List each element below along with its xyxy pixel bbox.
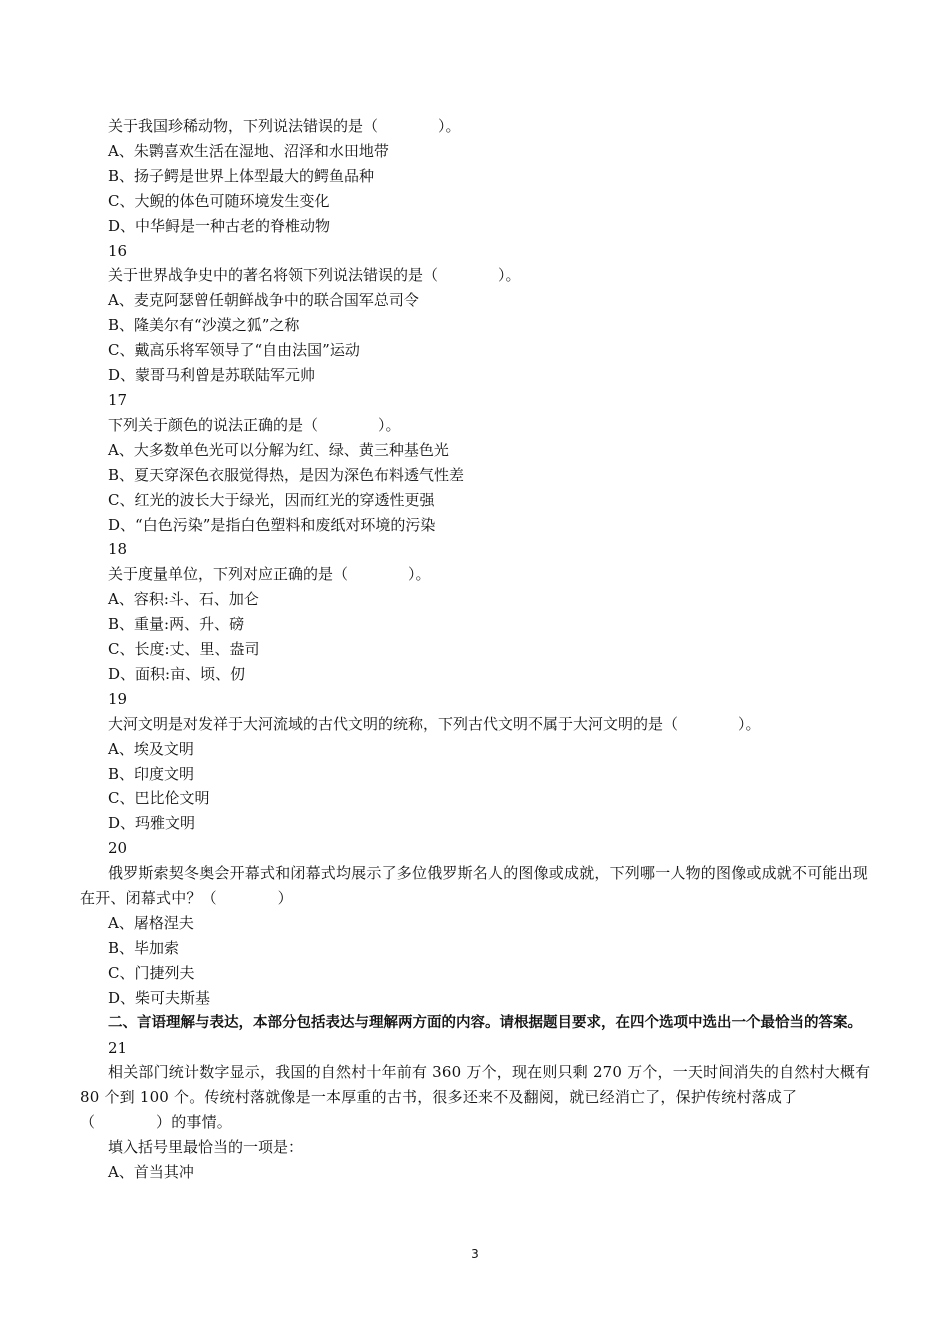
option-c: C、大鲵的体色可随环境发生变化 — [108, 191, 330, 210]
option-d: D、“白色污染”是指白色塑料和废纸对环境的污染 — [108, 515, 436, 534]
option-a: A、容积:斗、石、加仑 — [108, 590, 259, 609]
question-19 — [80, 687, 880, 836]
question-21 — [80, 1036, 880, 1185]
option-b: B、隆美尔有“沙漠之狐”之称 — [108, 316, 300, 335]
option-a: A、麦克阿瑟曾任朝鲜战争中的联合国军总司令 — [108, 291, 419, 310]
question-number: 21 — [108, 1038, 128, 1057]
option-b: B、重量:两、升、磅 — [108, 615, 245, 634]
page-number: 3 — [471, 1247, 479, 1261]
option-d: D、柴可夫斯基 — [108, 988, 211, 1007]
question-number: 16 — [108, 241, 128, 260]
section-heading: 二、言语理解与表达，本部分包括表达与理解两方面的内容。请根据题目要求，在四个选项中选出一个最恰当的答案。 — [108, 1014, 862, 1031]
question-number: 18 — [108, 540, 128, 559]
option-a: A、首当其冲 — [108, 1163, 194, 1182]
question-stem: 俄罗斯索契冬奥会开幕式和闭幕式均展示了多位俄罗斯名人的图像或成就，下列哪一人物的图像或成就不可能出现在开、闭幕式中？（ ） — [80, 864, 869, 908]
option-b: B、毕加索 — [108, 938, 180, 957]
option-a: A、大多数单色光可以分解为红、绿、黄三种基色光 — [108, 440, 449, 459]
question-stem: 关于我国珍稀动物，下列说法错误的是（ ）。 — [108, 117, 461, 135]
option-c: C、戴高乐将军领导了“自由法国”运动 — [108, 341, 360, 360]
option-b: B、扬子鳄是世界上体型最大的鳄鱼品种 — [108, 166, 375, 185]
question-16 — [80, 239, 880, 388]
option-c: C、巴比伦文明 — [108, 789, 210, 808]
question-stem: 大河文明是对发祥于大河流域的古代文明的统称，下列古代文明不属于大河文明的是（ ）。 — [108, 714, 761, 733]
question-passage: 相关部门统计数字显示，我国的自然村十年前有 360 万个，现在则只剩 270 万个，一天时间消失的自然村大概有 80 个到 100 个。传统村落就像是一本厚重的古书，很多还来不及翻阅，就已经消亡了，保护传统村落成了（ ）的事情。 — [80, 1063, 871, 1132]
option-d: D、面积:亩、顷、仞 — [108, 664, 246, 683]
option-d: D、玛雅文明 — [108, 814, 196, 833]
question-number: 20 — [108, 839, 128, 858]
question-number: 19 — [108, 689, 128, 708]
question-number: 17 — [108, 390, 128, 409]
page-content — [80, 114, 880, 1185]
question-stem: 关于世界战争史中的著名将领下列说法错误的是（ ）。 — [108, 266, 521, 285]
question-stem: 下列关于颜色的说法正确的是（ ）。 — [108, 415, 401, 434]
option-b: B、印度文明 — [108, 764, 195, 783]
question-18 — [80, 537, 880, 686]
option-c: C、红光的波长大于绿光，因而红光的穿透性更强 — [108, 490, 435, 509]
option-c: C、长度:丈、里、盎司 — [108, 640, 260, 659]
option-a: A、朱鹮喜欢生活在湿地、沼泽和水田地带 — [108, 141, 389, 160]
option-d: D、蒙哥马利曾是苏联陆军元帅 — [108, 366, 316, 385]
option-c: C、门捷列夫 — [108, 963, 195, 982]
option-d: D、中华鲟是一种古老的脊椎动物 — [108, 216, 331, 235]
option-a: A、埃及文明 — [108, 739, 194, 758]
question-prompt: 填入括号里最恰当的一项是： — [108, 1138, 304, 1157]
option-b: B、夏天穿深色衣服觉得热，是因为深色布料透气性差 — [108, 465, 465, 484]
option-a: A、屠格涅夫 — [108, 914, 194, 932]
question-15 — [80, 114, 880, 239]
question-17 — [80, 388, 880, 537]
question-20 — [80, 836, 880, 1010]
question-stem: 关于度量单位，下列对应正确的是（ ）。 — [108, 565, 431, 584]
